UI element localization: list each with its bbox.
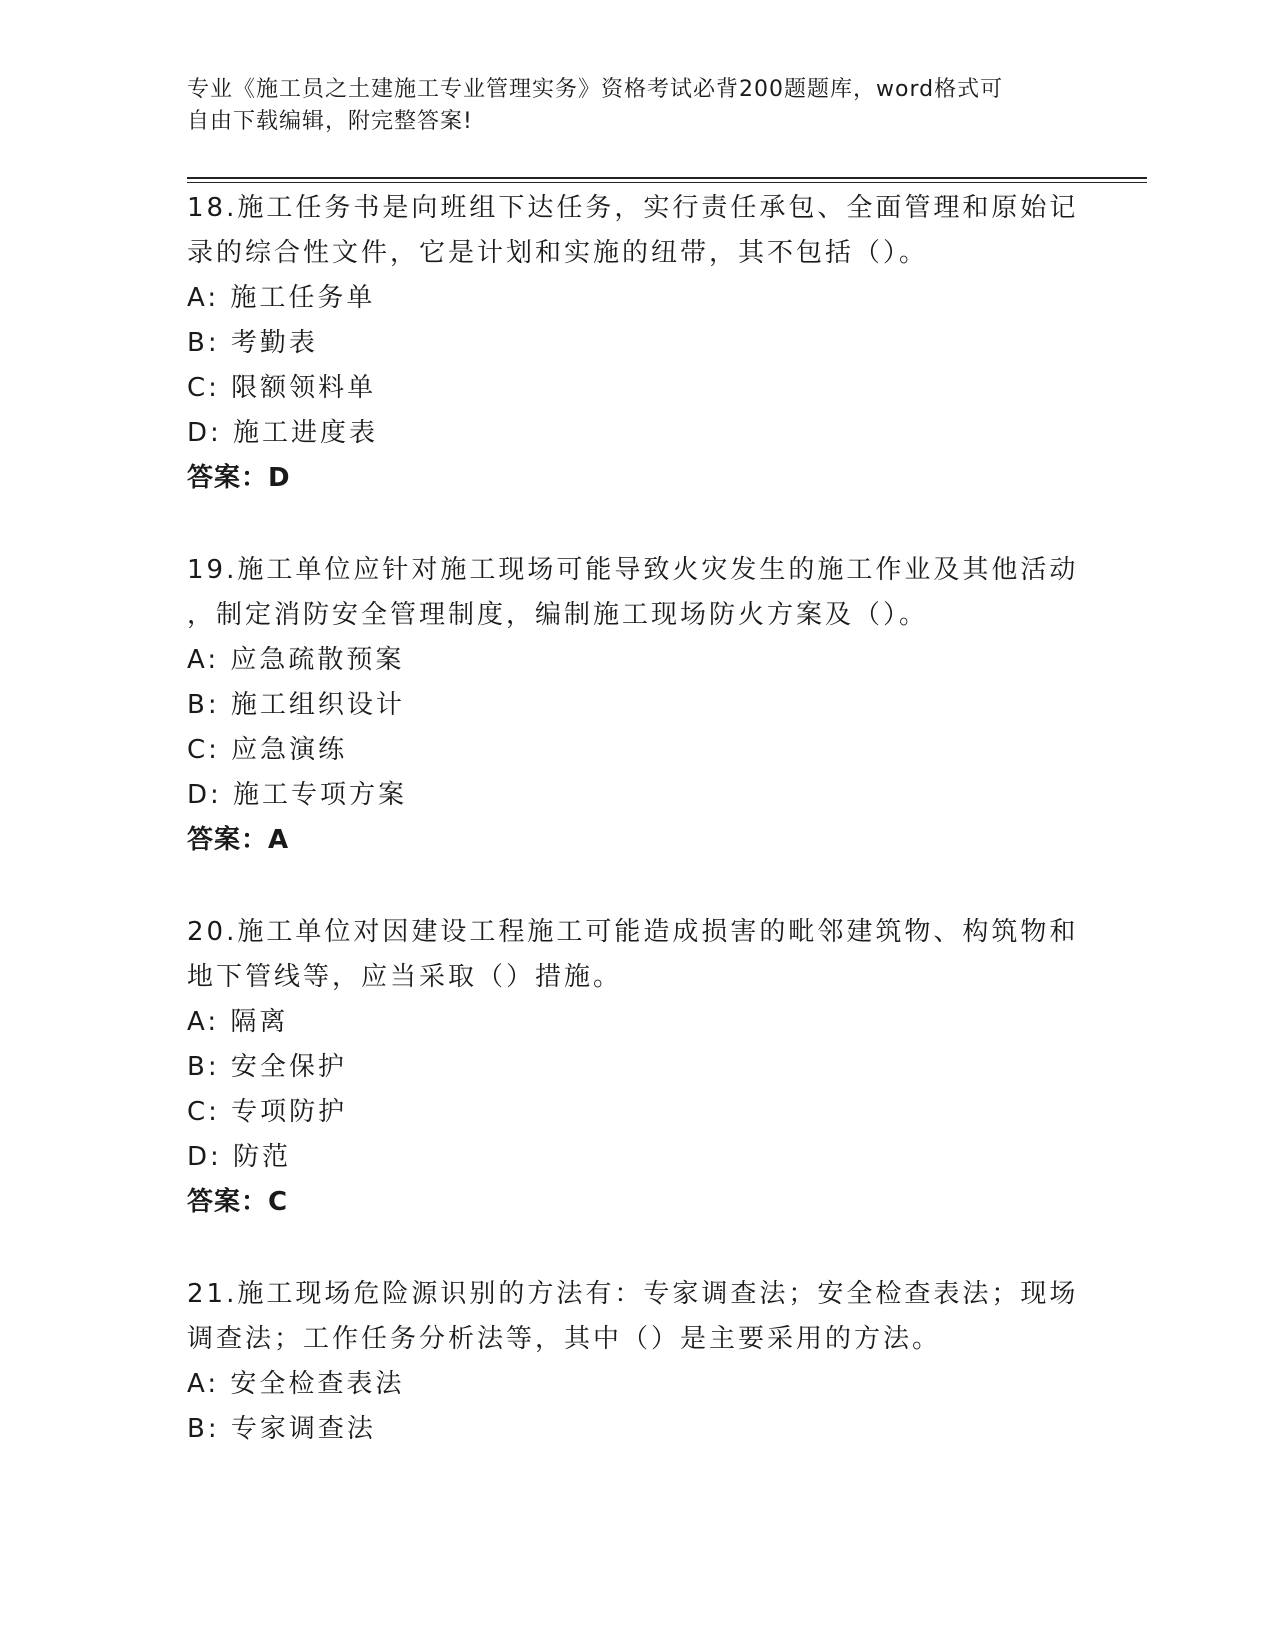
header-line-2: 自由下载编辑，附完整答案! (187, 109, 473, 134)
question-stem-line: 19.施工单位应针对施工现场可能导致火灾发生的施工作业及其他活动 (187, 555, 1079, 585)
option-b: B: 专家调查法 (187, 1414, 376, 1444)
question-stem-line: 调查法；工作任务分析法等，其中（）是主要采用的方法。 (187, 1324, 942, 1354)
option-a: A: 安全检查表法 (187, 1369, 405, 1399)
option-a: A: 隔离 (187, 1007, 289, 1037)
question-19 (187, 548, 1087, 863)
answer: 答案：D (187, 463, 291, 493)
question-stem-line: 录的综合性文件，它是计划和实施的纽带，其不包括（）。 (187, 238, 929, 268)
answer: 答案：C (187, 1187, 289, 1217)
option-b: B: 考勤表 (187, 328, 318, 358)
document-header (187, 74, 1067, 138)
option-a: A: 应急疏散预案 (187, 645, 405, 675)
option-a: A: 施工任务单 (187, 283, 376, 313)
option-c: C: 专项防护 (187, 1097, 348, 1127)
question-21 (187, 1272, 1087, 1452)
question-stem-line: ，制定消防安全管理制度，编制施工现场防火方案及（）。 (187, 600, 929, 630)
question-stem-line: 地下管线等，应当采取（）措施。 (187, 962, 623, 992)
option-c: C: 限额领料单 (187, 373, 377, 403)
header-divider-thick (187, 177, 1147, 179)
answer: 答案：A (187, 825, 290, 855)
header-divider-thin (187, 182, 1147, 183)
header-line-1: 专业《施工员之土建施工专业管理实务》资格考试必背200题题库，word格式可 (187, 77, 1004, 102)
option-b: B: 施工组织设计 (187, 690, 405, 720)
option-c: C: 应急演练 (187, 735, 348, 765)
question-20 (187, 910, 1087, 1225)
question-stem-line: 21.施工现场危险源识别的方法有：专家调查法；安全检查表法；现场 (187, 1279, 1079, 1309)
question-18 (187, 186, 1087, 501)
option-d: D: 防范 (187, 1142, 292, 1172)
option-d: D: 施工专项方案 (187, 780, 408, 810)
option-b: B: 安全保护 (187, 1052, 347, 1082)
option-d: D: 施工进度表 (187, 418, 379, 448)
question-stem-line: 18.施工任务书是向班组下达任务，实行责任承包、全面管理和原始记 (187, 193, 1079, 223)
question-stem-line: 20.施工单位对因建设工程施工可能造成损害的毗邻建筑物、构筑物和 (187, 917, 1079, 947)
